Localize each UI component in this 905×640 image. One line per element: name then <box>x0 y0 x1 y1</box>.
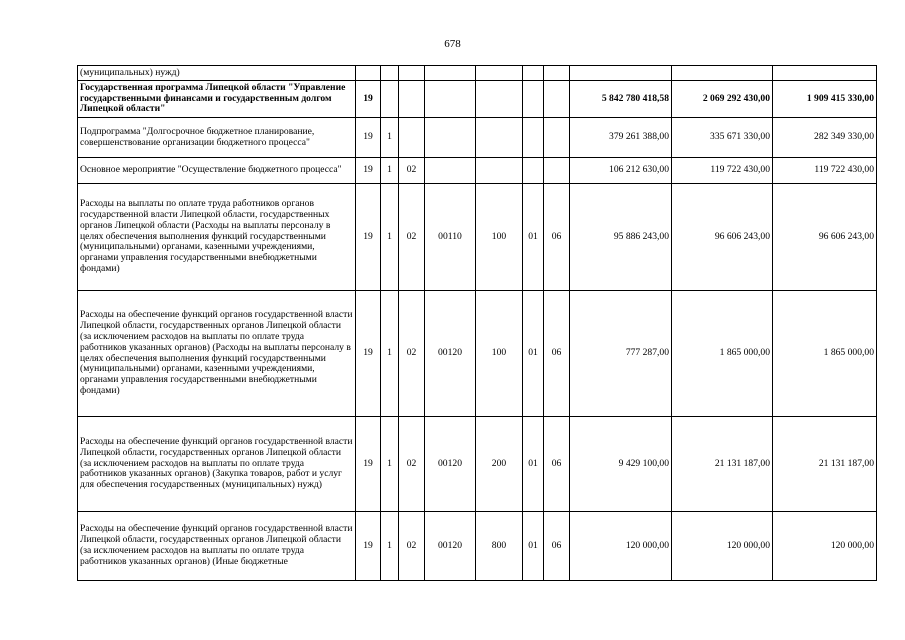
amount-year2-cell: 2 069 292 430,00 <box>672 81 773 118</box>
budget-table <box>77 65 877 581</box>
direction-code-cell: 00110 <box>425 184 476 291</box>
subprogram-code-cell <box>381 81 399 118</box>
chapter-code-cell: 19 <box>356 81 381 118</box>
amount-year3-cell <box>773 66 877 81</box>
chapter-code-cell: 19 <box>356 158 381 184</box>
amount-year3-cell: 21 131 187,00 <box>773 417 877 512</box>
section-code-cell <box>523 66 544 81</box>
subsection-code-cell <box>544 118 570 158</box>
amount-year3-cell: 96 606 243,00 <box>773 184 877 291</box>
subprogram-code-cell: 1 <box>381 158 399 184</box>
row-name-cell: Расходы на обеспечение функций органов государственной власти Липецкой области, государственных органов Липецкой области (за исключением расходов на выплаты по оплате труда работников указанных органов) (Иные бюджетные <box>78 512 356 581</box>
section-code-cell: 01 <box>523 417 544 512</box>
expense-type-cell <box>476 66 523 81</box>
amount-year2-cell: 335 671 330,00 <box>672 118 773 158</box>
table-row <box>78 417 877 512</box>
chapter-code-cell: 19 <box>356 512 381 581</box>
subprogram-code-cell: 1 <box>381 291 399 417</box>
amount-year1-cell: 5 842 780 418,58 <box>570 81 672 118</box>
table-row <box>78 81 877 118</box>
amount-year1-cell <box>570 66 672 81</box>
subsection-code-cell: 06 <box>544 417 570 512</box>
amount-year2-cell: 120 000,00 <box>672 512 773 581</box>
amount-year3-cell: 282 349 330,00 <box>773 118 877 158</box>
row-name-cell: Государственная программа Липецкой области "Управление государственными финансами и государственным долгом Липецкой области" <box>78 81 356 118</box>
expense-type-cell <box>476 81 523 118</box>
table-row <box>78 512 877 581</box>
subsection-code-cell: 06 <box>544 512 570 581</box>
expense-type-cell <box>476 158 523 184</box>
expense-type-cell: 200 <box>476 417 523 512</box>
expense-type-cell <box>476 118 523 158</box>
amount-year2-cell <box>672 66 773 81</box>
amount-year1-cell: 120 000,00 <box>570 512 672 581</box>
row-name-cell: Подпрограмма "Долгосрочное бюджетное планирование, совершенствование организации бюджетного процесса" <box>78 118 356 158</box>
row-name-cell: Расходы на обеспечение функций органов государственной власти Липецкой области, государственных органов Липецкой области (за исключением расходов на выплаты по оплате труда работников указанных органов) (Расходы на выплаты персоналу в целях обеспечения выполнения функций государственными (муниципальными) органами, казенными учреждениями, органами управления государственными внебюджетными фондами) <box>78 291 356 417</box>
table-row <box>78 291 877 417</box>
event-code-cell: 02 <box>399 512 425 581</box>
direction-code-cell: 00120 <box>425 291 476 417</box>
section-code-cell <box>523 81 544 118</box>
section-code-cell: 01 <box>523 291 544 417</box>
chapter-code-cell: 19 <box>356 118 381 158</box>
event-code-cell: 02 <box>399 417 425 512</box>
section-code-cell: 01 <box>523 512 544 581</box>
chapter-code-cell: 19 <box>356 184 381 291</box>
amount-year1-cell: 379 261 388,00 <box>570 118 672 158</box>
event-code-cell <box>399 81 425 118</box>
subsection-code-cell <box>544 66 570 81</box>
amount-year2-cell: 119 722 430,00 <box>672 158 773 184</box>
expense-type-cell: 800 <box>476 512 523 581</box>
direction-code-cell: 00120 <box>425 512 476 581</box>
amount-year2-cell: 1 865 000,00 <box>672 291 773 417</box>
chapter-code-cell: 19 <box>356 291 381 417</box>
amount-year3-cell: 120 000,00 <box>773 512 877 581</box>
subsection-code-cell: 06 <box>544 184 570 291</box>
page-number: 678 <box>444 38 461 50</box>
subprogram-code-cell: 1 <box>381 118 399 158</box>
chapter-code-cell: 19 <box>356 417 381 512</box>
event-code-cell: 02 <box>399 291 425 417</box>
section-code-cell: 01 <box>523 184 544 291</box>
subprogram-code-cell: 1 <box>381 417 399 512</box>
amount-year1-cell: 95 886 243,00 <box>570 184 672 291</box>
subsection-code-cell <box>544 81 570 118</box>
amount-year3-cell: 1 909 415 330,00 <box>773 81 877 118</box>
amount-year1-cell: 9 429 100,00 <box>570 417 672 512</box>
amount-year1-cell: 777 287,00 <box>570 291 672 417</box>
row-name-cell: (муниципальных) нужд) <box>78 66 356 81</box>
section-code-cell <box>523 158 544 184</box>
expense-type-cell: 100 <box>476 184 523 291</box>
row-name-cell: Расходы на выплаты по оплате труда работников органов государственной власти Липецкой области, государственных органов Липецкой области (Расходы на выплаты персоналу в целях обеспечения выполнения функций государственными (муниципальными) органами, казенными учреждениями, органами управления государственными внебюджетными фондами) <box>78 184 356 291</box>
event-code-cell <box>399 118 425 158</box>
event-code-cell <box>399 66 425 81</box>
table-row <box>78 184 877 291</box>
amount-year1-cell: 106 212 630,00 <box>570 158 672 184</box>
subsection-code-cell <box>544 158 570 184</box>
event-code-cell: 02 <box>399 158 425 184</box>
direction-code-cell <box>425 81 476 118</box>
event-code-cell: 02 <box>399 184 425 291</box>
direction-code-cell <box>425 66 476 81</box>
amount-year3-cell: 1 865 000,00 <box>773 291 877 417</box>
table-row <box>78 118 877 158</box>
subsection-code-cell: 06 <box>544 291 570 417</box>
subprogram-code-cell <box>381 66 399 81</box>
chapter-code-cell <box>356 66 381 81</box>
direction-code-cell: 00120 <box>425 417 476 512</box>
amount-year2-cell: 96 606 243,00 <box>672 184 773 291</box>
amount-year3-cell: 119 722 430,00 <box>773 158 877 184</box>
row-name-cell: Основное мероприятие "Осуществление бюджетного процесса" <box>78 158 356 184</box>
direction-code-cell <box>425 158 476 184</box>
section-code-cell <box>523 118 544 158</box>
expense-type-cell: 100 <box>476 291 523 417</box>
subprogram-code-cell: 1 <box>381 184 399 291</box>
amount-year2-cell: 21 131 187,00 <box>672 417 773 512</box>
direction-code-cell <box>425 118 476 158</box>
table-row <box>78 158 877 184</box>
row-name-cell: Расходы на обеспечение функций органов государственной власти Липецкой области, государственных органов Липецкой области (за исключением расходов на выплаты по оплате труда работников указанных органов) (Закупка товаров, работ и услуг для обеспечения государственных (муниципальных) нужд) <box>78 417 356 512</box>
subprogram-code-cell: 1 <box>381 512 399 581</box>
table-row <box>78 66 877 81</box>
